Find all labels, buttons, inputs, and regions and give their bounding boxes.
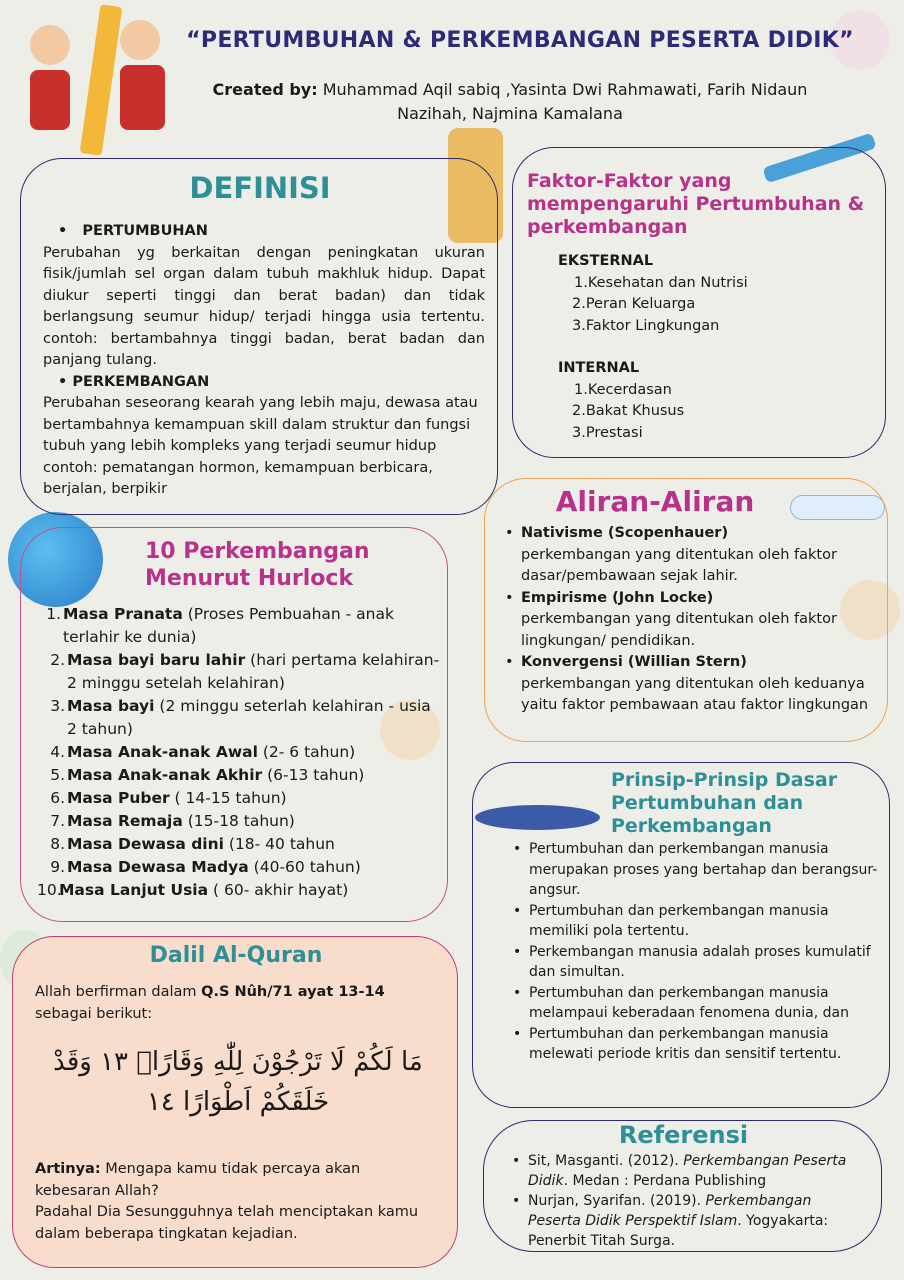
prinsip-item: • Pertumbuhan dan perkembangan manusia melewati periode kritis dan sensitif tertentu. — [509, 1024, 879, 1065]
faktor-title: Faktor-Faktor yang mempengaruhi Pertumbuhan & perkembangan — [527, 170, 865, 238]
definisi-label-pertumbuhan: • PERTUMBUHAN — [58, 223, 208, 239]
hurlock-item: 5. Masa Anak-anak Akhir (6-13 tahun) — [50, 766, 365, 784]
credits — [200, 78, 820, 126]
internal-item: 2.Bakat Khusus — [572, 403, 685, 419]
internal-item: 3.Prestasi — [572, 424, 643, 441]
eksternal-item: 3.Faktor Lingkungan — [572, 317, 720, 334]
hurlock-title: 10 Perkembangan Menurut Hurlock — [145, 539, 370, 591]
hurlock-item: 1. Masa Pranata (Proses Pembuahan - anak terlahir ke dunia) — [46, 605, 394, 646]
faktor-panel — [512, 147, 886, 458]
aliran-item: • Nativisme (Scopenhauer) perkembangan yang ditentukan oleh faktor dasar/pembawaan sejak lahir. — [501, 523, 886, 588]
hurlock-panel — [20, 527, 448, 922]
dalil-title: Dalil Al-Quran — [149, 943, 323, 968]
aliran-title: Aliran-Aliran — [555, 485, 755, 518]
hurlock-item: 3. Masa bayi (2 minggu seterlah kelahiran - usia 2 tahun) — [50, 697, 431, 738]
hurlock-item: 9. Masa Dewasa Madya (40-60 tahun) — [50, 858, 361, 876]
eksternal-item: 2.Peran Keluarga — [572, 296, 696, 312]
hurlock-item: 6. Masa Puber ( 14-15 tahun) — [50, 789, 287, 807]
aliran-panel — [484, 478, 888, 742]
referensi-item: • Nurjan, Syarifan. (2019). Perkembangan Peserta Didik Perspektif Islam. Yogyakarta: Penerbit Titah Surga. — [508, 1191, 868, 1251]
aliran-item: • Konvergensi (Willian Stern) perkembangan yang ditentukan oleh keduanya yaitu faktor pembawaan atau faktor lingkungan — [501, 652, 886, 717]
prinsip-item: • Pertumbuhan dan perkembangan manusia memiliki pola tertentu. — [509, 901, 879, 942]
eksternal-label: EKSTERNAL — [558, 253, 654, 269]
prinsip-panel — [472, 762, 890, 1108]
prinsip-item: • Perkembangan manusia adalah proses kumulatif dan simultan. — [509, 942, 879, 983]
dalil-intro: Allah berfirman dalam Q.S Nûh/71 ayat 13-14 sebagai berikut: — [35, 984, 385, 1022]
authors: Muhammad Aqil sabiq ,Yasinta Dwi Rahmawati, Farih Nidaun Nazihah, Najmina Kamalana — [317, 80, 808, 123]
created-by-label: Created by: — [212, 80, 318, 99]
definisi-text-pertumbuhan: Perubahan yg berkaitan dengan peningkatan ukuran fisik/jumlah sel organ dalam tubuh makhluk hidup. Dapat diukur seperti tinggi dan berat badan) dan tidak berlangsung seumur hidup/ terjadi hingga usia tertentu. contoh: bertambahnya tinggi badan, berat badan dan panjang tulang. — [43, 244, 485, 368]
artinya-text: Artinya: Mengapa kamu tidak percaya akan kebesaran Allah? Padahal Dia Sesungguhnya telah menciptakan kamu dalam beberapa tingkatan kejadian. — [35, 1161, 419, 1242]
dalil-panel — [12, 936, 458, 1268]
definisi-text-perkembangan: Perubahan seseorang kearah yang lebih maju, dewasa atau bertambahnya kemampuan skill dalam struktur dan fungsi tubuh yang lebih kompleks yang terjadi seumur hidup contoh: pematangan hormon, kemampuan berbicara, berjalan, berpikir — [43, 395, 478, 497]
definisi-panel — [20, 158, 498, 515]
prinsip-item: • Pertumbuhan dan perkembangan manusia melampaui keberadaan fenomena dunia, dan — [509, 983, 879, 1024]
definisi-title: DEFINISI — [189, 171, 331, 205]
prinsip-title: Prinsip-Prinsip Dasar Pertumbuhan dan Perkembangan — [611, 769, 838, 837]
hurlock-item: 10. Masa Lanjut Usia ( 60- akhir hayat) — [37, 881, 349, 899]
definisi-label-perkembangan: • PERKEMBANGAN — [58, 373, 210, 390]
referensi-title: Referensi — [618, 1121, 749, 1149]
internal-item: 1.Kecerdasan — [574, 381, 672, 398]
arabic-verse: مَا لَكُمْ لَا تَرْجُوْنَ لِلّٰهِ وَقَارًاۚ ١٣ وَقَدْ خَلَقَكُمْ اَطْوَارًا ١٤ — [53, 1047, 423, 1117]
prinsip-item: • Pertumbuhan dan perkembangan manusia merupakan proses yang bertahap dan berangsur-angsur. — [509, 839, 879, 901]
page-title: “PERTUMBUHAN & PERKEMBANGAN PESERTA DIDIK” — [186, 28, 854, 53]
referensi-panel — [483, 1120, 882, 1252]
hurlock-item: 8. Masa Dewasa dini (18- 40 tahun — [50, 835, 335, 853]
hurlock-item: 7. Masa Remaja (15-18 tahun) — [50, 812, 295, 830]
children-with-pencil-illustration — [10, 5, 185, 155]
referensi-item: • Sit, Masganti. (2012). Perkembangan Peserta Didik. Medan : Perdana Publishing — [508, 1151, 868, 1191]
hurlock-item: 4. Masa Anak-anak Awal (2- 6 tahun) — [50, 743, 356, 761]
eksternal-item: 1.Kesehatan dan Nutrisi — [574, 274, 748, 291]
aliran-item: • Empirisme (John Locke) perkembangan yang ditentukan oleh faktor lingkungan/ pendidikan. — [501, 588, 886, 653]
internal-label: INTERNAL — [558, 360, 640, 376]
hurlock-item: 2. Masa bayi baru lahir (hari pertama kelahiran- 2 minggu setelah kelahiran) — [50, 651, 440, 692]
